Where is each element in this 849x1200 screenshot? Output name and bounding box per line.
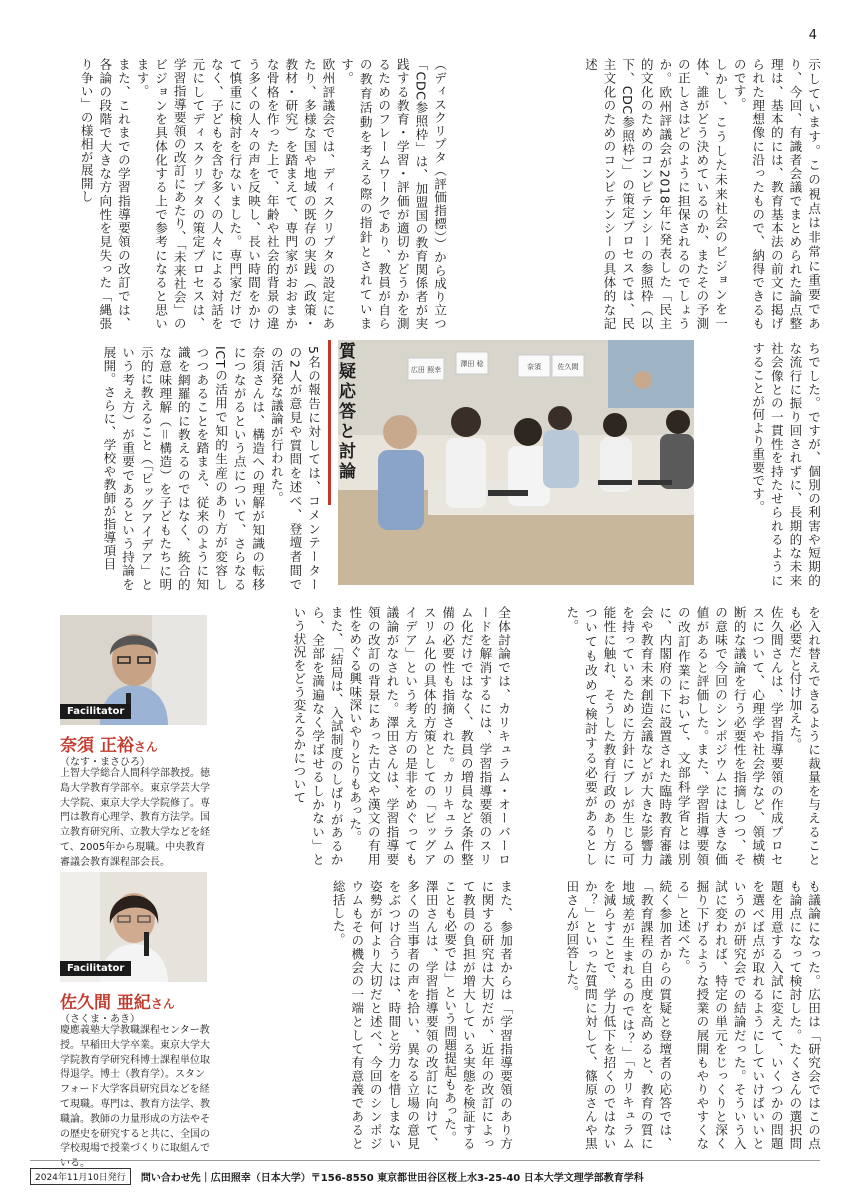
body-column-bottom-2: 全体討論では、カリキュラム・オーバーロードを解消するには、学習指導要領のスリム化だけではなく、教員の増員など条件整備の必要性も指摘された。カリキュラムのスリム化の具体的方策としての「ビッグアイデア」という考え方の是非をめぐっても議論がなされた。澤田さんは、学習指導要領の改訂の背景にあった古文や漢文の有用性をめぐる興味深いやりとりもあった。 また、「結局は、入試制度のしばりがあるから、全部を満遍なく学ばせるしかない」という状況をどう変えるかについて <box>291 606 511 866</box>
facilitator-tag: Facilitator <box>60 704 131 719</box>
facilitator-photo-sakuma <box>60 872 207 982</box>
body-column-mid-right: ちでした。ですが、個別の利害や短期的な流行に振り回されずに、長期的な未来社会像との一貫性を持たせられるようにすることが何より重要です。 <box>750 342 821 587</box>
footer <box>30 1160 820 1187</box>
contact-info: 問い合わせ先｜広田照幸（日本大学）〒156-8550 東京都世田谷区桜上水3-25-40 日本大学文理学部教育学科 <box>140 1172 644 1184</box>
facilitator-photo-nasu <box>60 615 207 725</box>
placard-4: 佐久間 <box>557 363 579 371</box>
facilitator-reading: （さくま・あき） <box>60 1014 140 1025</box>
placard-2: 澤田 稔 <box>460 360 484 368</box>
body-column-top-right: 示しています。この視点は非常に重要であり、今回、有識者会議でまとめられた論点整理は、基本的には、教育基本法の前文に掲げられた理想像に沿ったもので、納得できるものです。 しかし、こうした未来社会のビジョンを一体、誰がどう決めているのか、またその予測の正しさはどのように担保されるのでしょうか。欧州評議会が2018年に発表した「民主的文化のためのコンピテンシーの参照枠（以下、CDC参照枠）」の策定プロセスでは、民主文化のためのコンピテンシーの具体的な記述 <box>582 58 821 330</box>
facilitator-name: 奈須 正裕 <box>60 736 134 756</box>
body-column-bottom-4: また、参加者からは「学習指導要領のあり方に関する研究は大切だが、近年の改訂によって教員の負担が増大している実態を検証することも必要では」という問題提起もあった。 澤田さんは、学習指導要領の改訂に向けて、多くの当事者の声を拾い、異なる立場の意見をぶつけ合うには、時間と労力を惜しまない姿勢が何より大切だと述べ、今回のシンポジウムもその機会の一端として有意義であると総括した。 <box>330 880 513 1150</box>
facilitator-bio: 慶應義塾大学教職課程センター教授。早稲田大学卒業。東京大学大学院教育学研究科博士課程単位取得退学。博士（教育学）。スタンフォード大学客員研究員などを経て現職。専門は、教育方法学、教職論。教師の力量形成の方法やその歴史を研究すると共に、全国の学校現場で授業づくりに取組んでいる。 <box>60 1025 210 1170</box>
body-column-top-left: （ディスクリプタ（評価指標））から成り立つ「CDC参照枠」は、加盟国の教育関係者が実践する教育・学習・評価が適切かどうかを測るためのフレームワークであり、教員が自らの教育活動を考える際の指針とされています。 欧州評議会では、ディスクリプタの設定にあたり、多様な国や地域の既存の実践（政策・教材・研究）を踏まえて、専門家がおおまかな骨格を作った上で、年齢や社会的背景の違う多くの人々の声を反映し、長い時間をかけて慎重に検討を行ないました。専門家だけでなく、子どもを含む多くの人々による対話を元にしてディスクリプタの策定プロセスは、学習指導要領の改訂にあたり、「未来社会」のビジョンを具体化する上で参考になると思います。 また、これまでの学習指導要領の改訂では、各論の段階で大きな方向性を見失った「縄張り争い」の様相が展開し <box>78 58 447 330</box>
facilitator-name: 佐久間 亜紀 <box>60 993 151 1013</box>
facilitator-bio: 上智大学総合人間科学部教授。徳島大学教育学部卒。東京学芸大学大学院、東京大学大学院修了。専門は教育心理学、教育方法学。国立教育研究所、立教大学などを経て、2005年から現職。中央教育審議会教育課程部会長。 <box>60 768 210 868</box>
facilitator-tag: Facilitator <box>60 961 131 976</box>
section-heading: 質疑応答と討論 <box>328 340 358 505</box>
facilitator-honorific: さん <box>133 740 158 754</box>
body-column-bottom-1: を入れ替えできるように裁量を与えることも必要だと付け加えた。 佐久間さんは、学習指導要領の作成プロセスについて、心理学や社会学など、領域横断的な議論を行う必要性を指摘しつつ、その意味で今回のシンポジウムには大きな価値があると評価した。また、学習指導要領の改訂作業において、文部科学省とは別に、内閣府の下に設置された臨時教育審議会や教育未来創造会議などが大きな影響力を持っているために方針にブレが生じる可能性に触れ、そうした教育行政のあり方についても改めて検討する必要があるとした。 <box>564 606 821 866</box>
panel-discussion-image <box>338 340 694 585</box>
body-column-bottom-3: も議論になった。広田は「研究会ではこの点も論点になって検討した。たくさんの選択問題を用意する入試に変えて、いくつかの問題を選べば点が取れるようにしていけばいいというのが研究会での結論だった。そういう入試に変われば、特定の単元をじっくりと深く掘り下げるような授業の展開もやりやすくなる」と述べた。 続く参加者からの質疑と登壇者の応答では、「教育課程の自由度を高めると、教育の質に地域差が生まれるのでは？」「カリキュラムを減らすことで、学力低下を招くのではないか？」といった質問に対して、篠原さんや黒田さんが回答した。 <box>564 880 821 1150</box>
placard-1: 広田 照幸 <box>410 366 442 374</box>
facilitator-honorific: さん <box>150 997 175 1011</box>
symposium-photo <box>338 340 694 585</box>
facilitator-reading: （なす・まさひろ） <box>60 757 150 768</box>
page-number: 4 <box>808 28 817 43</box>
issue-date: 2024年11月10日発行 <box>30 1168 131 1185</box>
body-column-mid-left: 5名の報告に対しては、コメンテーターの2人が意見や質問を述べ、登壇者間での活発な議論が行われた。 奈須さんは、構造への理解が知識の転移につながるという点について、さらなるICTの活用で知的生産のあり方が変容しつつあることを踏まえ、従来のように知識を網羅的に教えるのではなく、統合的な意味理解（＝構造）を子どもたちに明示的に教えること（「ビッグアイデア」という考え方）が重要であるという持論を展開。さらに、学校や教師が指導項目 <box>101 346 321 591</box>
placard-3: 奈須 <box>527 363 541 371</box>
